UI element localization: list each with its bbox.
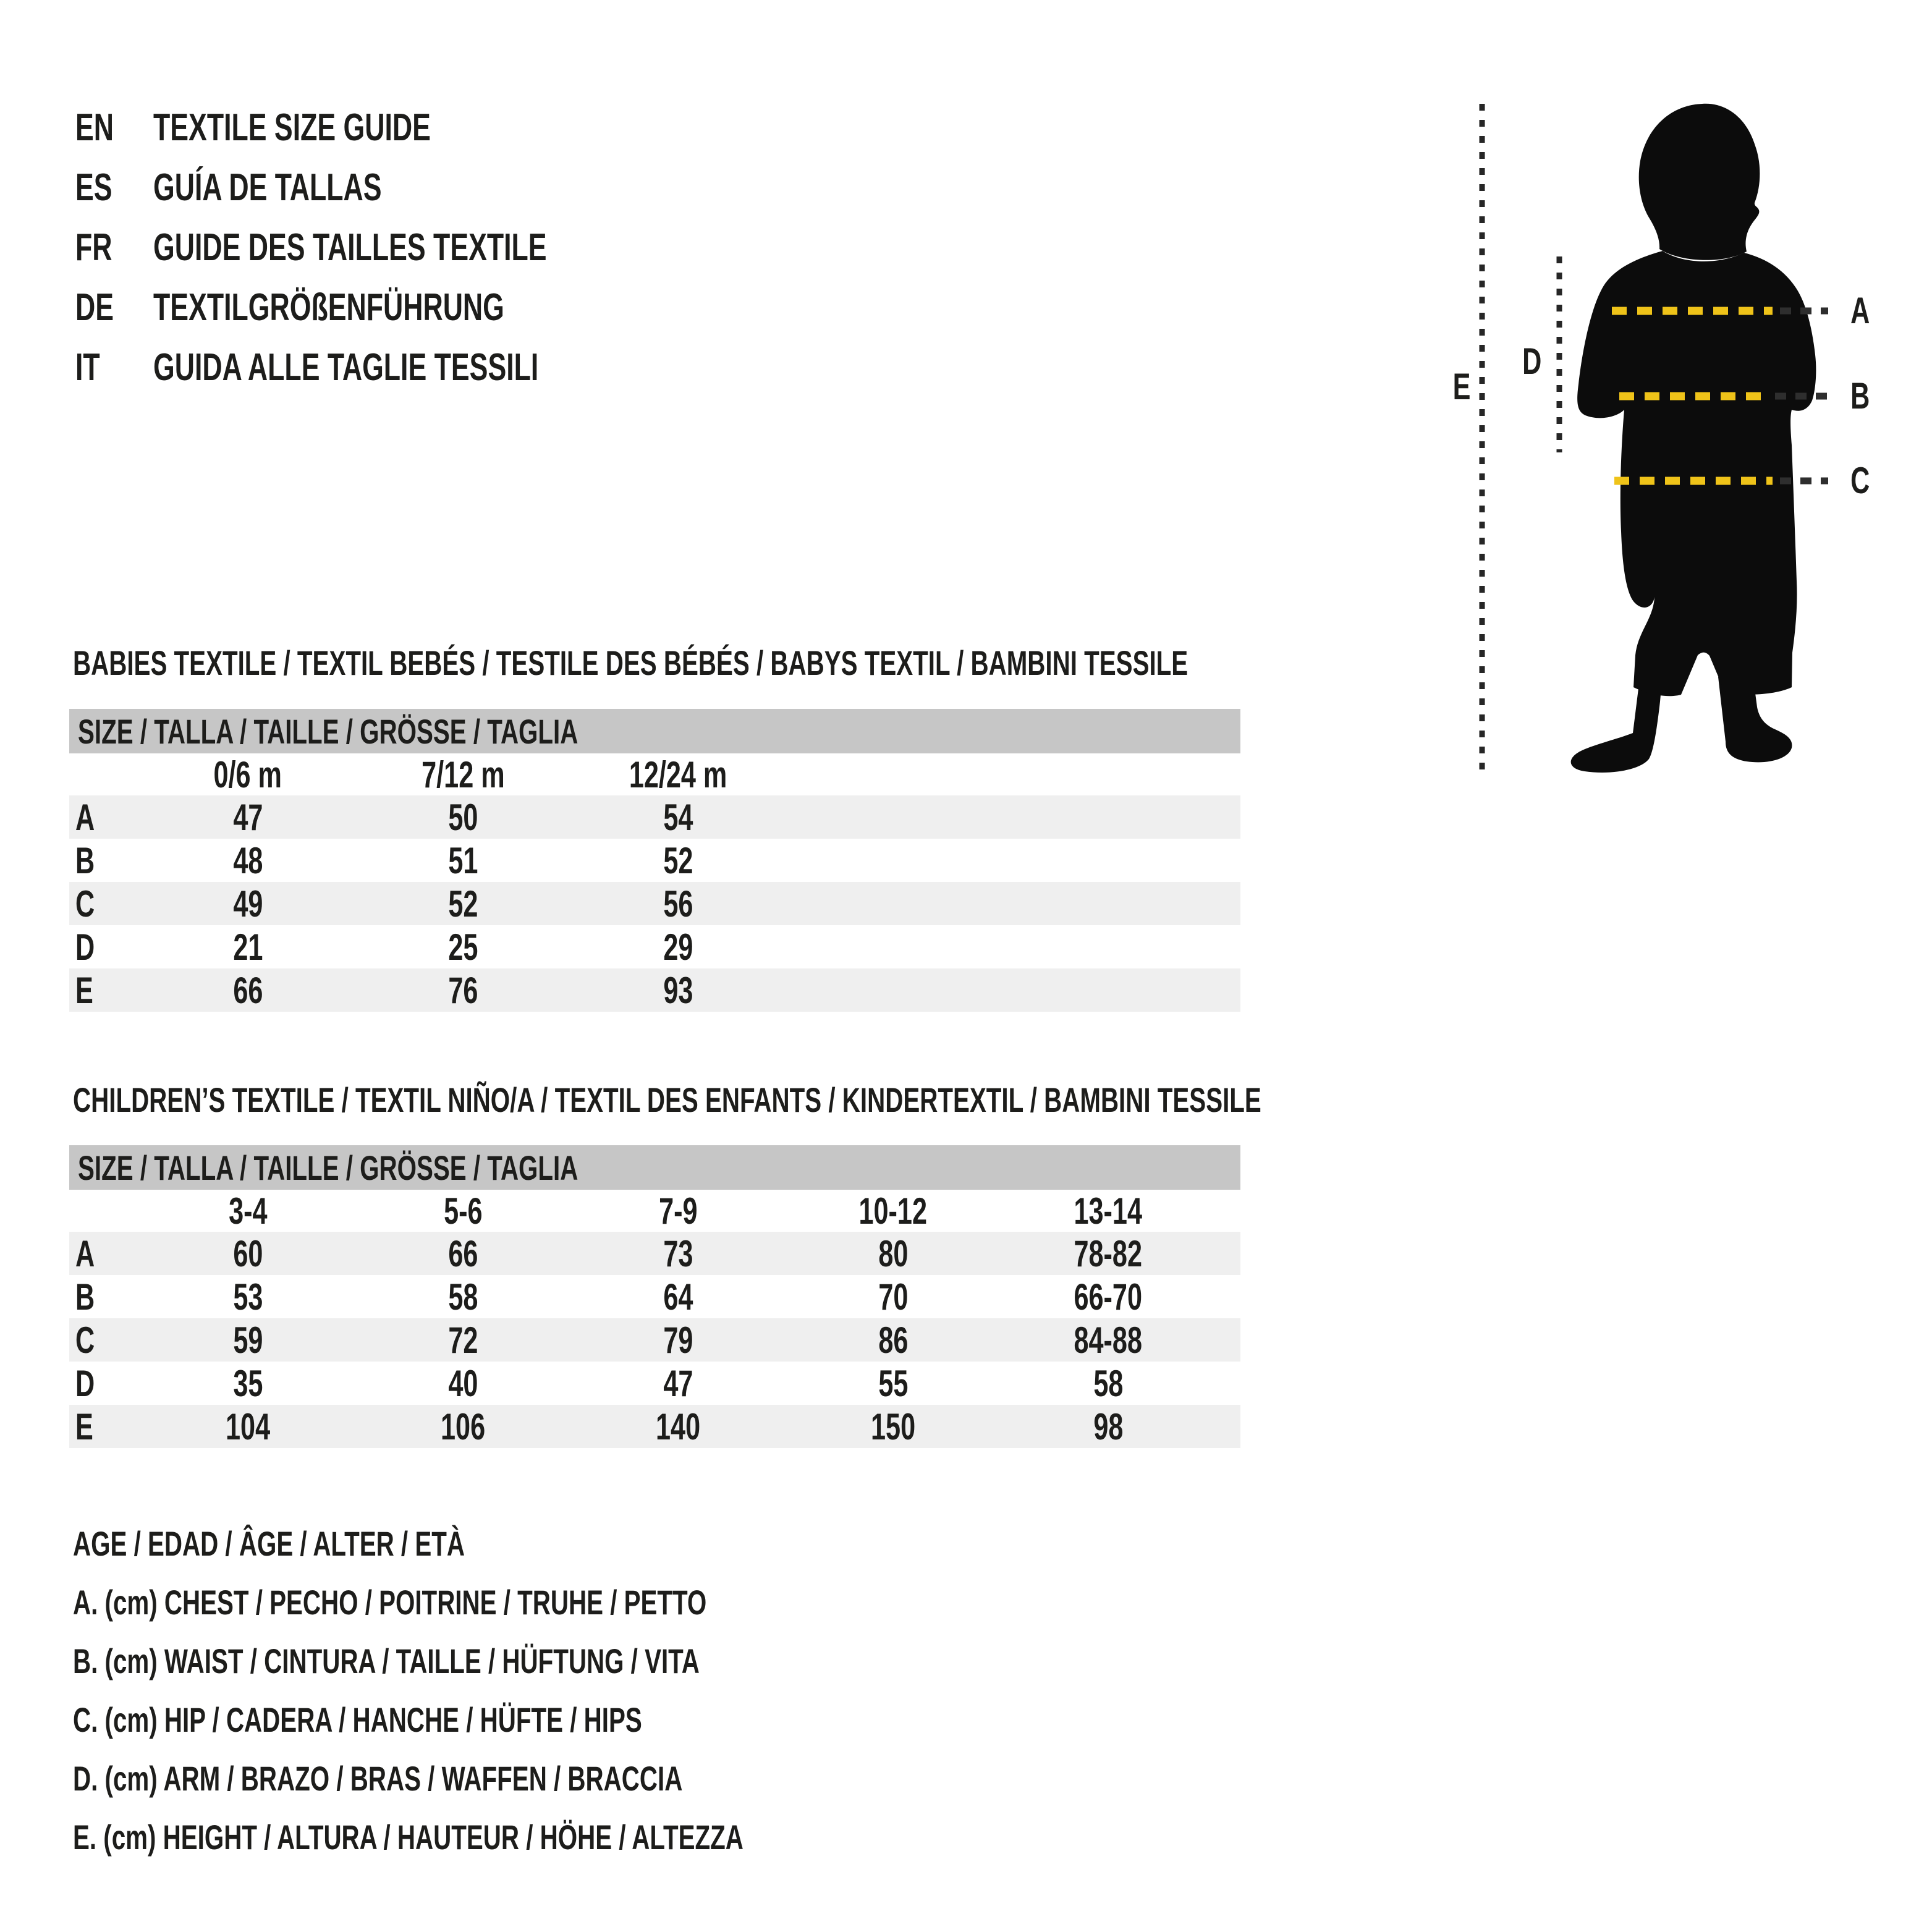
language-title: GUÍA DE TALLAS bbox=[153, 166, 382, 209]
table-row bbox=[69, 1362, 1240, 1405]
row-label: B bbox=[75, 839, 95, 881]
row-label: E bbox=[75, 1405, 93, 1447]
row-label: C bbox=[75, 883, 95, 925]
table-row bbox=[69, 1275, 1240, 1318]
table-cell: 50 bbox=[447, 796, 478, 838]
column-header: 3-4 bbox=[228, 1190, 268, 1232]
table-cell: 66 bbox=[447, 1232, 478, 1274]
table-cell: 56 bbox=[663, 883, 693, 925]
column-header: 12/24 m bbox=[629, 754, 727, 795]
measure-label-d: D bbox=[1522, 341, 1541, 382]
language-row-de bbox=[75, 278, 700, 337]
table-cell: 78-82 bbox=[1074, 1232, 1143, 1274]
measurement-legend bbox=[73, 1514, 1004, 1866]
language-row-it bbox=[75, 337, 700, 397]
children-size-table bbox=[69, 1145, 1240, 1448]
language-title: TEXTILE SIZE GUIDE bbox=[153, 106, 431, 149]
legend-line-chest: A. (cm) CHEST / PECHO / POITRINE / TRUHE / PETTO bbox=[73, 1583, 707, 1622]
table-row bbox=[69, 795, 1240, 839]
table-cell: 106 bbox=[440, 1405, 486, 1447]
legend-line-arm: D. (cm) ARM / BRAZO / BRAS / WAFFEN / BRACCIA bbox=[73, 1759, 683, 1798]
language-row-en bbox=[75, 98, 700, 158]
table-row bbox=[69, 882, 1240, 925]
table-cell: 93 bbox=[663, 969, 693, 1011]
language-code: DE bbox=[75, 286, 114, 329]
table-cell: 104 bbox=[225, 1405, 271, 1447]
table-cell: 59 bbox=[232, 1319, 263, 1361]
table-cell: 79 bbox=[663, 1319, 693, 1361]
legend-line-age: AGE / EDAD / ÂGE / ALTER / ETÀ bbox=[73, 1524, 465, 1563]
language-title: GUIDA ALLE TAGLIE TESSILI bbox=[153, 346, 539, 389]
language-title: TEXTILGRÖßENFÜHRUNG bbox=[153, 286, 504, 329]
column-header: 5-6 bbox=[443, 1190, 483, 1232]
children-table-title: CHILDREN’S TEXTILE / TEXTIL NIÑO/A / TEXTIL DES ENFANTS / KINDERTEXTIL / BAMBINI TESSILE bbox=[73, 1080, 1261, 1119]
column-header: 10-12 bbox=[858, 1190, 928, 1232]
table-row bbox=[69, 1405, 1240, 1448]
row-label: E bbox=[75, 969, 93, 1011]
row-label: A bbox=[75, 1232, 95, 1274]
table-cell: 140 bbox=[655, 1405, 701, 1447]
column-header-row bbox=[69, 1190, 1240, 1232]
table-cell: 52 bbox=[447, 883, 478, 925]
language-title: GUIDE DES TAILLES TEXTILE bbox=[153, 226, 547, 269]
table-cell: 60 bbox=[232, 1232, 263, 1274]
table-cell: 58 bbox=[447, 1276, 478, 1318]
table-row bbox=[69, 1232, 1240, 1275]
measure-label-b: B bbox=[1850, 375, 1870, 417]
table-cell: 29 bbox=[663, 926, 693, 968]
babies-size-table bbox=[69, 709, 1240, 1012]
silhouette-body bbox=[1577, 251, 1816, 696]
table-cell: 76 bbox=[447, 969, 478, 1011]
column-header: 7-9 bbox=[658, 1190, 698, 1232]
measure-label-c: C bbox=[1850, 460, 1870, 501]
table-cell: 21 bbox=[232, 926, 263, 968]
table-cell: 72 bbox=[447, 1319, 478, 1361]
column-header: 7/12 m bbox=[421, 754, 505, 795]
row-label: D bbox=[75, 1362, 95, 1404]
table-cell: 53 bbox=[232, 1276, 263, 1318]
table-cell: 98 bbox=[1093, 1405, 1124, 1447]
table-cell: 86 bbox=[878, 1319, 909, 1361]
table-cell: 35 bbox=[232, 1362, 263, 1404]
row-label: B bbox=[75, 1276, 95, 1318]
column-header: 0/6 m bbox=[213, 754, 282, 795]
table-cell: 150 bbox=[870, 1405, 916, 1447]
language-code: ES bbox=[75, 166, 112, 209]
size-header-bar: SIZE / TALLA / TAILLE / GRÖSSE / TAGLIA bbox=[69, 709, 1240, 753]
table-cell: 25 bbox=[447, 926, 478, 968]
legend-line-waist: B. (cm) WAIST / CINTURA / TAILLE / HÜFTUNG / VITA bbox=[73, 1642, 700, 1680]
table-cell: 40 bbox=[447, 1362, 478, 1404]
column-header: 13-14 bbox=[1074, 1190, 1143, 1232]
language-title-list bbox=[75, 98, 700, 397]
table-cell: 47 bbox=[663, 1362, 693, 1404]
table-cell: 73 bbox=[663, 1232, 693, 1274]
row-label: C bbox=[75, 1319, 95, 1361]
table-cell: 70 bbox=[878, 1276, 909, 1318]
row-label: D bbox=[75, 926, 95, 968]
language-code: EN bbox=[75, 106, 114, 149]
table-cell: 54 bbox=[663, 796, 693, 838]
table-row bbox=[69, 968, 1240, 1012]
legend-line-height: E. (cm) HEIGHT / ALTURA / HAUTEUR / HÖHE / ALTEZZA bbox=[73, 1818, 744, 1857]
table-cell: 66-70 bbox=[1074, 1276, 1143, 1318]
measure-label-a: A bbox=[1850, 290, 1870, 331]
language-row-fr bbox=[75, 218, 700, 278]
table-cell: 52 bbox=[663, 839, 693, 881]
table-cell: 49 bbox=[232, 883, 263, 925]
silhouette-head bbox=[1639, 104, 1760, 260]
table-cell: 64 bbox=[663, 1276, 693, 1318]
table-cell: 84-88 bbox=[1074, 1319, 1143, 1361]
language-code: FR bbox=[75, 226, 112, 269]
table-cell: 58 bbox=[1093, 1362, 1124, 1404]
table-cell: 55 bbox=[878, 1362, 909, 1404]
table-cell: 48 bbox=[232, 839, 263, 881]
table-cell: 47 bbox=[232, 796, 263, 838]
table-cell: 80 bbox=[878, 1232, 909, 1274]
legend-line-hip: C. (cm) HIP / CADERA / HANCHE / HÜFTE / HIPS bbox=[73, 1700, 642, 1739]
table-cell: 66 bbox=[232, 969, 263, 1011]
babies-table-title: BABIES TEXTILE / TEXTIL BEBÉS / TESTILE DES BÉBÉS / BABYS TEXTIL / BAMBINI TESSILE bbox=[73, 643, 1188, 682]
table-cell: 51 bbox=[447, 839, 478, 881]
table-row bbox=[69, 925, 1240, 968]
size-header-bar: SIZE / TALLA / TAILLE / GRÖSSE / TAGLIA bbox=[69, 1145, 1240, 1190]
language-row-es bbox=[75, 158, 700, 218]
table-row bbox=[69, 839, 1240, 882]
language-code: IT bbox=[75, 346, 100, 389]
row-label: A bbox=[75, 796, 95, 838]
column-header-row bbox=[69, 753, 1240, 795]
table-row bbox=[69, 1318, 1240, 1362]
measure-label-e: E bbox=[1452, 366, 1471, 407]
